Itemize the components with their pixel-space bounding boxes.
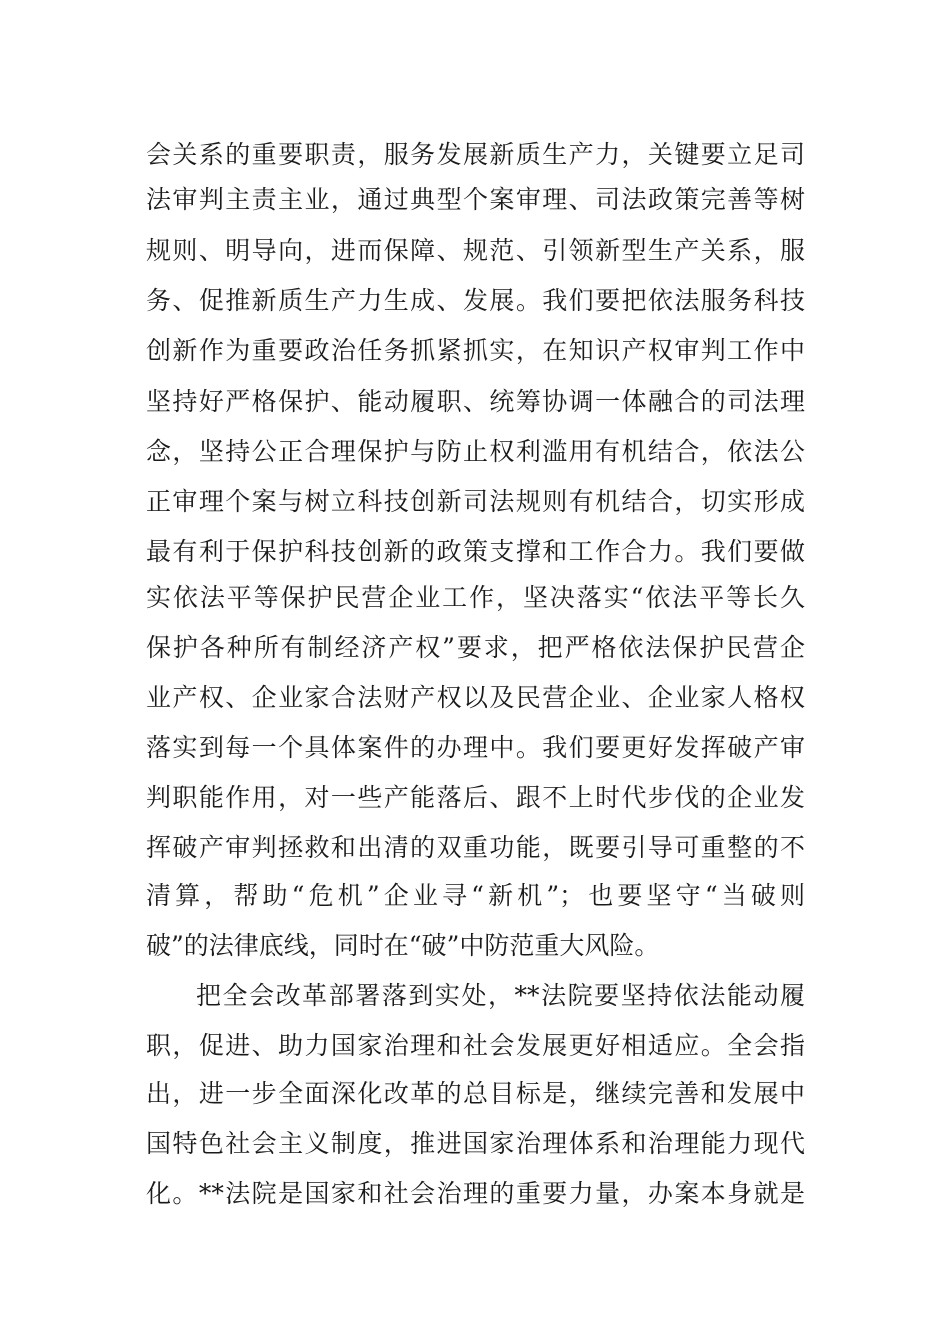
text-line: 实依法平等保护民营企业工作，坚决落实“依法平等长久 (146, 583, 805, 612)
text-line: 挥破产审判拯救和出清的双重功能，既要引导可重整的不 (146, 833, 805, 862)
text-line: 把全会改革部署落到实处，**法院要坚持依法能动履 (196, 981, 805, 1010)
text-line: 正审理个案与树立科技创新司法规则有机结合，切实形成 (146, 487, 805, 516)
text-line: 业产权、企业家合法财产权以及民营企业、企业家人格权 (146, 683, 805, 712)
text-line: 会关系的重要职责，服务发展新质生产力，关键要立足司 (146, 140, 805, 169)
text-line: 保护各种所有制经济产权”要求，把严格依法保护民营企 (146, 633, 805, 662)
text-line: 出，进一步全面深化改革的总目标是，继续完善和发展中 (146, 1079, 805, 1108)
text-line: 务、促推新质生产力生成、发展。我们要把依法服务科技 (146, 286, 805, 315)
text-line: 规则、明导向，进而保障、规范、引领新型生产关系，服 (146, 236, 805, 265)
text-line: 职，促进、助力国家治理和社会发展更好相适应。全会指 (146, 1031, 805, 1060)
text-line: 化。**法院是国家和社会治理的重要力量，办案本身就是 (146, 1179, 805, 1208)
text-line: 国特色社会主义制度，推进国家治理体系和治理能力现代 (146, 1129, 805, 1158)
text-line: 落实到每一个具体案件的办理中。我们要更好发挥破产审 (146, 733, 805, 762)
text-line: 法审判主责主业，通过典型个案审理、司法政策完善等树 (146, 185, 805, 214)
text-line: 清算，帮助“危机”企业寻“新机”；也要坚守“当破则 (146, 881, 805, 910)
text-line: 创新作为重要政治任务抓紧抓实，在知识产权审判工作中 (146, 336, 805, 365)
text-line: 坚持好严格保护、能动履职、统筹协调一体融合的司法理 (146, 387, 805, 416)
text-line: 判职能作用，对一些产能落后、跟不上时代步伐的企业发 (146, 783, 805, 812)
text-line: 念，坚持公正合理保护与防止权利滥用有机结合，依法公 (146, 437, 805, 466)
text-line: 破”的法律底线，同时在“破”中防范重大风险。 (146, 931, 660, 960)
text-line: 最有利于保护科技创新的政策支撑和工作合力。我们要做 (146, 537, 805, 566)
